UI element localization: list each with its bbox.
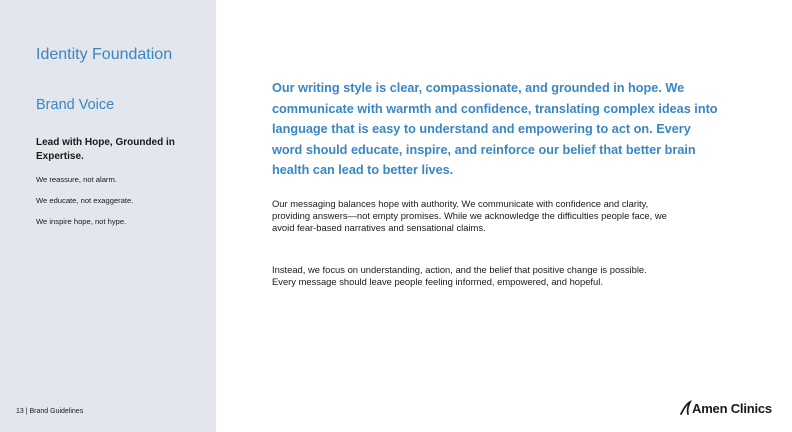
body-paragraph: Instead, we focus on understanding, action, and the belief that positive change is possible. Every message should leave people feeling informed, empowered, and hopeful. <box>272 264 647 288</box>
principle-item: We inspire hope, not hype. <box>36 217 127 226</box>
principle-item: We reassure, not alarm. <box>36 175 117 184</box>
logo-text: Amen Clinics <box>692 400 772 416</box>
principle-item: We educate, not exaggerate. <box>36 196 134 205</box>
lead-heading: Lead with Hope, Grounded in Expertise. <box>36 137 175 162</box>
page-footer: 13 | Brand Guidelines <box>16 408 84 415</box>
body-paragraph: Our messaging balances hope with authority. We communicate with confidence and clarity, providing answers—not empty promises. While we acknowledge the difficulties people face, we avoid fear-based narratives and sensational claims. <box>272 198 667 234</box>
brand-logo <box>680 398 772 418</box>
section-title: Identity Foundation <box>36 46 173 63</box>
swoosh-icon <box>680 400 692 416</box>
intro-statement: Our writing style is clear, compassionate, and grounded in hope. We communicate with warmth and confidence, translating complex ideas into language that is easy to understand and empowering to act on. Every word should educate, inspire, and reinforce our belief that better brain health can lead to better lives. <box>272 81 718 177</box>
subsection-title: Brand Voice <box>36 97 115 113</box>
principles-list <box>36 175 133 238</box>
sidebar <box>0 0 216 432</box>
